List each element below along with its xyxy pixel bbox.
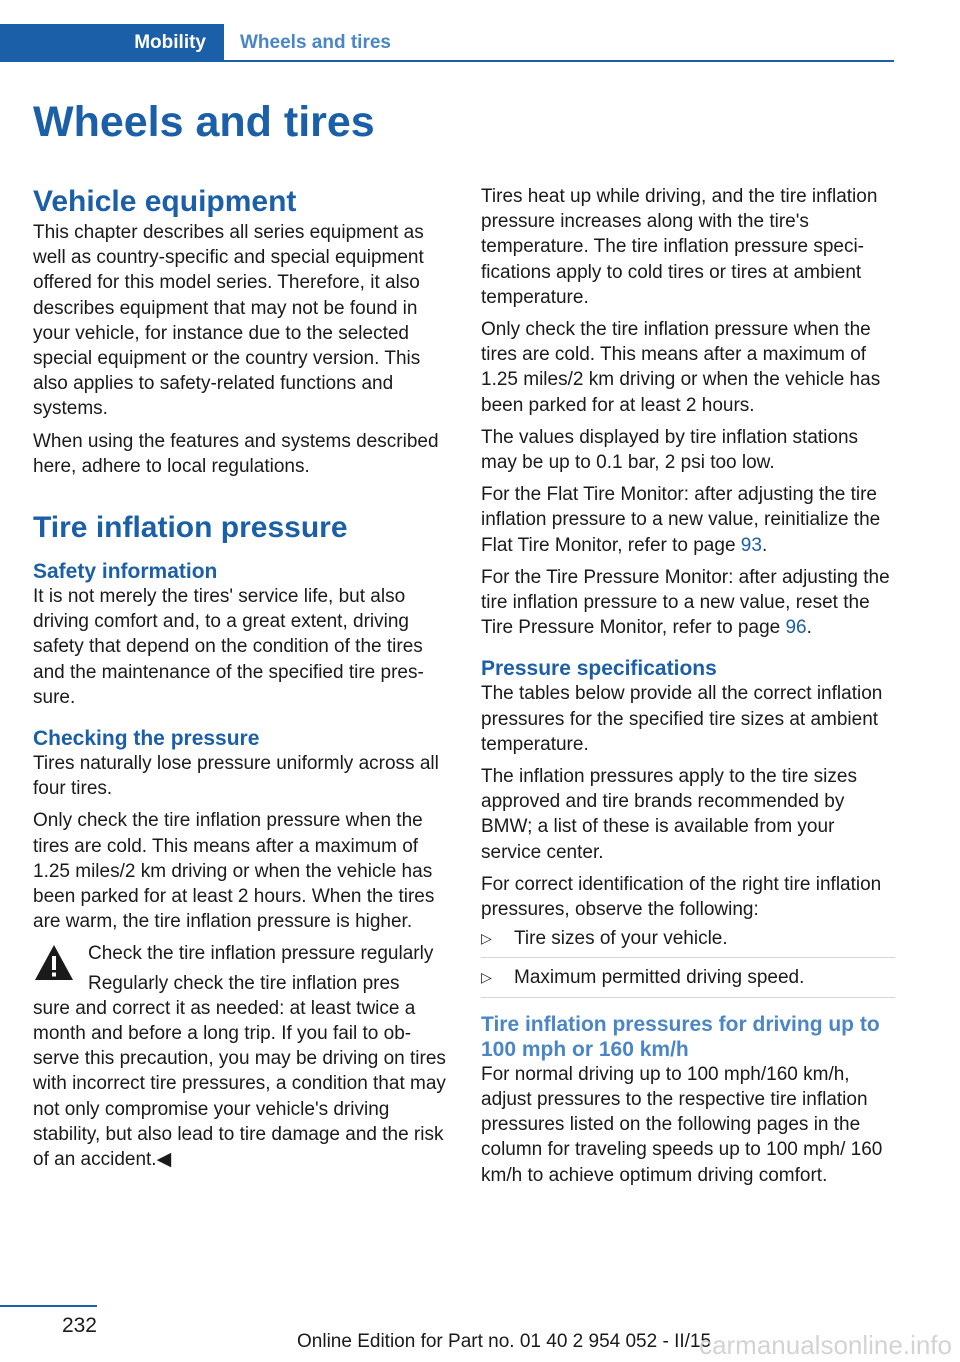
- page-title: Wheels and tires: [33, 98, 375, 146]
- tire-pressure-monitor-text: For the Tire Pressure Monitor: after adjusting the tire inflation pressure to a new value, reset the Tire Pressure Monitor, refer to page: [481, 566, 890, 639]
- footer-rule: [0, 1305, 97, 1307]
- flat-tire-monitor-text: For the Flat Tire Monitor: after adjusting the tire inflation pressure to a new value, reinitialize the Flat Tire Monitor, refer to page: [481, 484, 881, 556]
- section-tab[interactable]: [240, 24, 391, 62]
- local-regulations-paragraph: When using the features and systems described here, adhere to local regulations.: [33, 430, 439, 477]
- checking-paragraph-1: Tires naturally lose pressure uniformly across all four tires.: [33, 753, 439, 800]
- header-rule: [224, 60, 894, 62]
- spec-paragraph-3: For correct identification of the right tire inflation pressures, observe the following:: [481, 873, 882, 921]
- chapter-tab-label: Mobility: [134, 32, 206, 53]
- watermark: carmanualsonline.info: [699, 1330, 952, 1360]
- page-number: 232: [61, 1314, 97, 1337]
- driving-speed-heading: Tire inflation pressures for driving up to 100 mph or 160 km/h: [481, 1012, 880, 1061]
- edition-footer: Online Edition for Part no. 01 40 2 954 052 - II/15: [297, 1331, 712, 1352]
- flat-tire-monitor-paragraph: [481, 482, 895, 558]
- heat-paragraph: Tires heat up while driving, and the tire inflation pressure increases along with the tire's temperature. The tire inflation pressure specifications apply to cold tires or tires at ambient temperature.: [481, 186, 878, 308]
- driving-paragraph: For normal driving up to 100 mph/160 km/h, adjust pressures to the respective tire inflation pressures listed on the following pages in the column for traveling speeds up to 100 mph/ 160 km/h to achieve optimum driving comfort.: [481, 1063, 883, 1186]
- cold-check-paragraph: Only check the tire inflation pressure when the tires are cold. This means after a maximum of 1.25 miles/2 km driving or when the vehicle has been parked for at least 2 hours.: [481, 319, 881, 416]
- section-tab-label: Wheels and tires: [240, 32, 391, 53]
- tire-pressure-monitor-paragraph: [481, 565, 895, 641]
- warning-text: sure and correct it as needed: at least twice a month and before a long trip. If you fail to observe this precaution, you may be driving on tires with incorrect tire pressures, a condition that may not only compromise your vehicle's driving stability, but also lead to tire damage and the risk of an accident.◀: [33, 997, 446, 1171]
- safety-information-heading: Safety information: [33, 560, 218, 584]
- tire-inflation-pressure-heading: Tire inflation pressure: [33, 511, 348, 545]
- list-item-text: Maximum permitted driving speed.: [514, 967, 805, 989]
- warning-block: [33, 941, 447, 1172]
- period: .: [761, 534, 768, 556]
- warning-title: Check the tire inflation pressure regularly: [88, 943, 434, 965]
- pressure-specifications-heading: Pressure specifications: [481, 657, 717, 681]
- bullet-list: [481, 926, 895, 997]
- left-column: [33, 184, 447, 1172]
- right-column: [481, 184, 895, 1195]
- period: .: [806, 617, 812, 639]
- page-93-link[interactable]: 93: [740, 534, 762, 556]
- checking-paragraph-2: Only check the tire inflation pressure when the tires are cold. This means after a maximum of 1.25 miles/2 km driving or when the vehicle has been parked for at least 2 hours. When the tires are warm, the tire inflation pressure is higher.: [33, 810, 435, 933]
- triangle-right-icon: ▷: [481, 930, 492, 947]
- list-item: [481, 926, 895, 958]
- spec-paragraph-1: The tables below provide all the correct inflation pressures for the specified tire sizes at ambient temperature.: [481, 683, 883, 755]
- list-item-text: Tire sizes of your vehicle.: [514, 928, 728, 950]
- vehicle-equipment-paragraph: This chapter describes all series equipment as well as country-specific and special equipment offered for this model series. Therefore, it also describes equipment that may not be found in your vehicle, for instance due to the selected special equipment or the country version. This also applies to safety-related functions and systems.: [33, 222, 424, 420]
- list-item: [481, 959, 895, 997]
- chapter-tab[interactable]: [0, 24, 224, 62]
- checking-pressure-heading: Checking the pressure: [33, 727, 260, 751]
- safety-information-paragraph: It is not merely the tires' service life, but also driving comfort and, to a great extent, driving safety that depend on the condition of the tires and the maintenance of the specified tire pressure.: [33, 586, 424, 708]
- spec-paragraph-2: The inflation pressures apply to the tire sizes approved and tire brands recommended by BMW; a list of these is available from your service center.: [481, 766, 857, 863]
- warning-triangle-icon: [33, 943, 75, 983]
- stations-paragraph: The values displayed by tire inflation stations may be up to 0.1 bar, 2 psi too low.: [481, 426, 859, 474]
- warning-text-first-line: Regularly check the tire inflation pres: [88, 972, 400, 994]
- page-96-link[interactable]: 96: [785, 617, 807, 639]
- triangle-right-icon: ▷: [481, 969, 492, 986]
- vehicle-equipment-heading: Vehicle equipment: [33, 185, 297, 218]
